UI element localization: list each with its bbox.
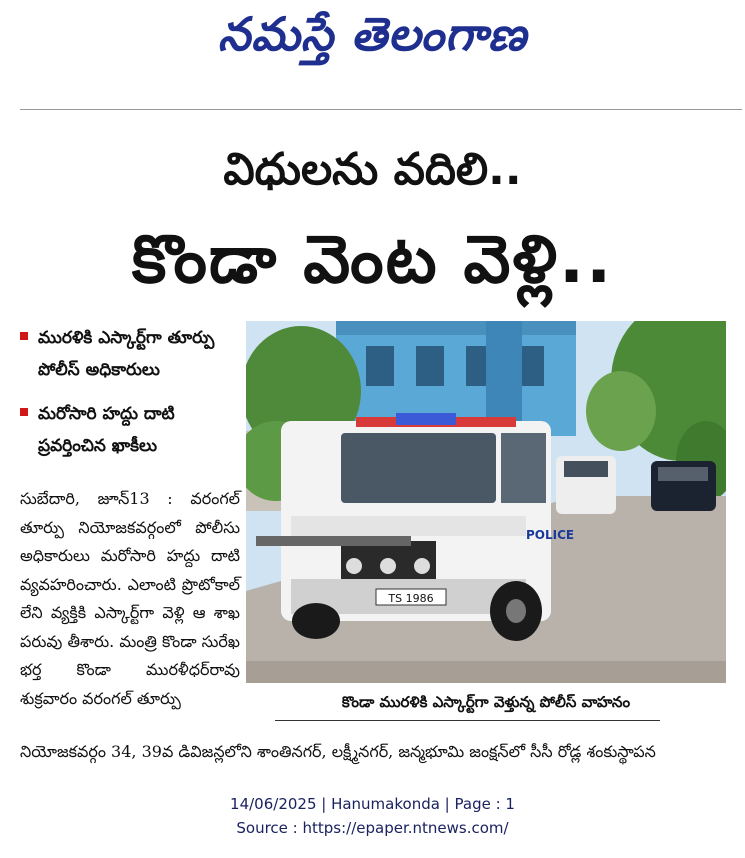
headline-line-1: విధులను వదిలి..	[223, 144, 522, 195]
article-body: సుబేదారి, జూన్13 : వరంగల్ తూర్పు నియోజకవర్గంలో పోలీసు అధికారులు మరోసారి హద్దు దాటి వ్యవహరించారు. ఎలాంటి ప్రొటోకాల్ లేని వ్యక్తికి ఎస్కార్ట్‌గా వెళ్లి ఆ శాఖ పరువు తీశారు. మంత్రి కొండా సురేఖ భర్త కొండా మురళీధర్‌రావు శుక్రవారం వరంగల్ తూర్పు	[20, 489, 240, 708]
highlight-text: మురళికి ఎస్కార్ట్‌గా తూర్పు పోలీస్ అధికారులు	[38, 328, 215, 380]
news-photo	[246, 321, 726, 683]
highlight-item	[20, 322, 238, 386]
headline-line-2: కొండా వెంట వెళ్లి..	[131, 221, 614, 298]
footer-source-link[interactable]: Source : https://epaper.ntnews.com/	[236, 819, 509, 837]
masthead-divider	[20, 109, 742, 110]
vehicle-label: POLICE	[526, 528, 575, 542]
footer-edition-info: 14/06/2025 | Hanumakonda | Page : 1	[230, 795, 515, 813]
photo-caption: కొండా మురళికి ఎస్కార్ట్‌గా వెళ్తున్న పోలీస్ వాహనం	[341, 693, 631, 711]
plate-text: TS 1986	[388, 592, 434, 605]
article-body-continued: నియోజకవర్గం 34, 39వ డివిజన్లలోని శాంతినగర్, లక్ష్మీనగర్, జన్మభూమి జంక్షన్‌లో సీసీ రోడ్ల శంకుస్థాపన	[20, 742, 656, 761]
police-vehicle-photo	[246, 321, 726, 683]
caption-underline	[275, 720, 660, 721]
page-footer	[0, 792, 745, 840]
highlight-item	[20, 398, 238, 462]
highlight-text: మరోసారి హద్దు దాటి ప్రవర్తించిన ఖాకీలు	[38, 404, 175, 456]
bullet-square-icon	[20, 408, 28, 416]
highlights-list	[20, 322, 238, 474]
bullet-square-icon	[20, 332, 28, 340]
masthead-title: నమస్తే తెలంగాణ	[217, 7, 528, 61]
masthead-logo	[0, 0, 745, 80]
